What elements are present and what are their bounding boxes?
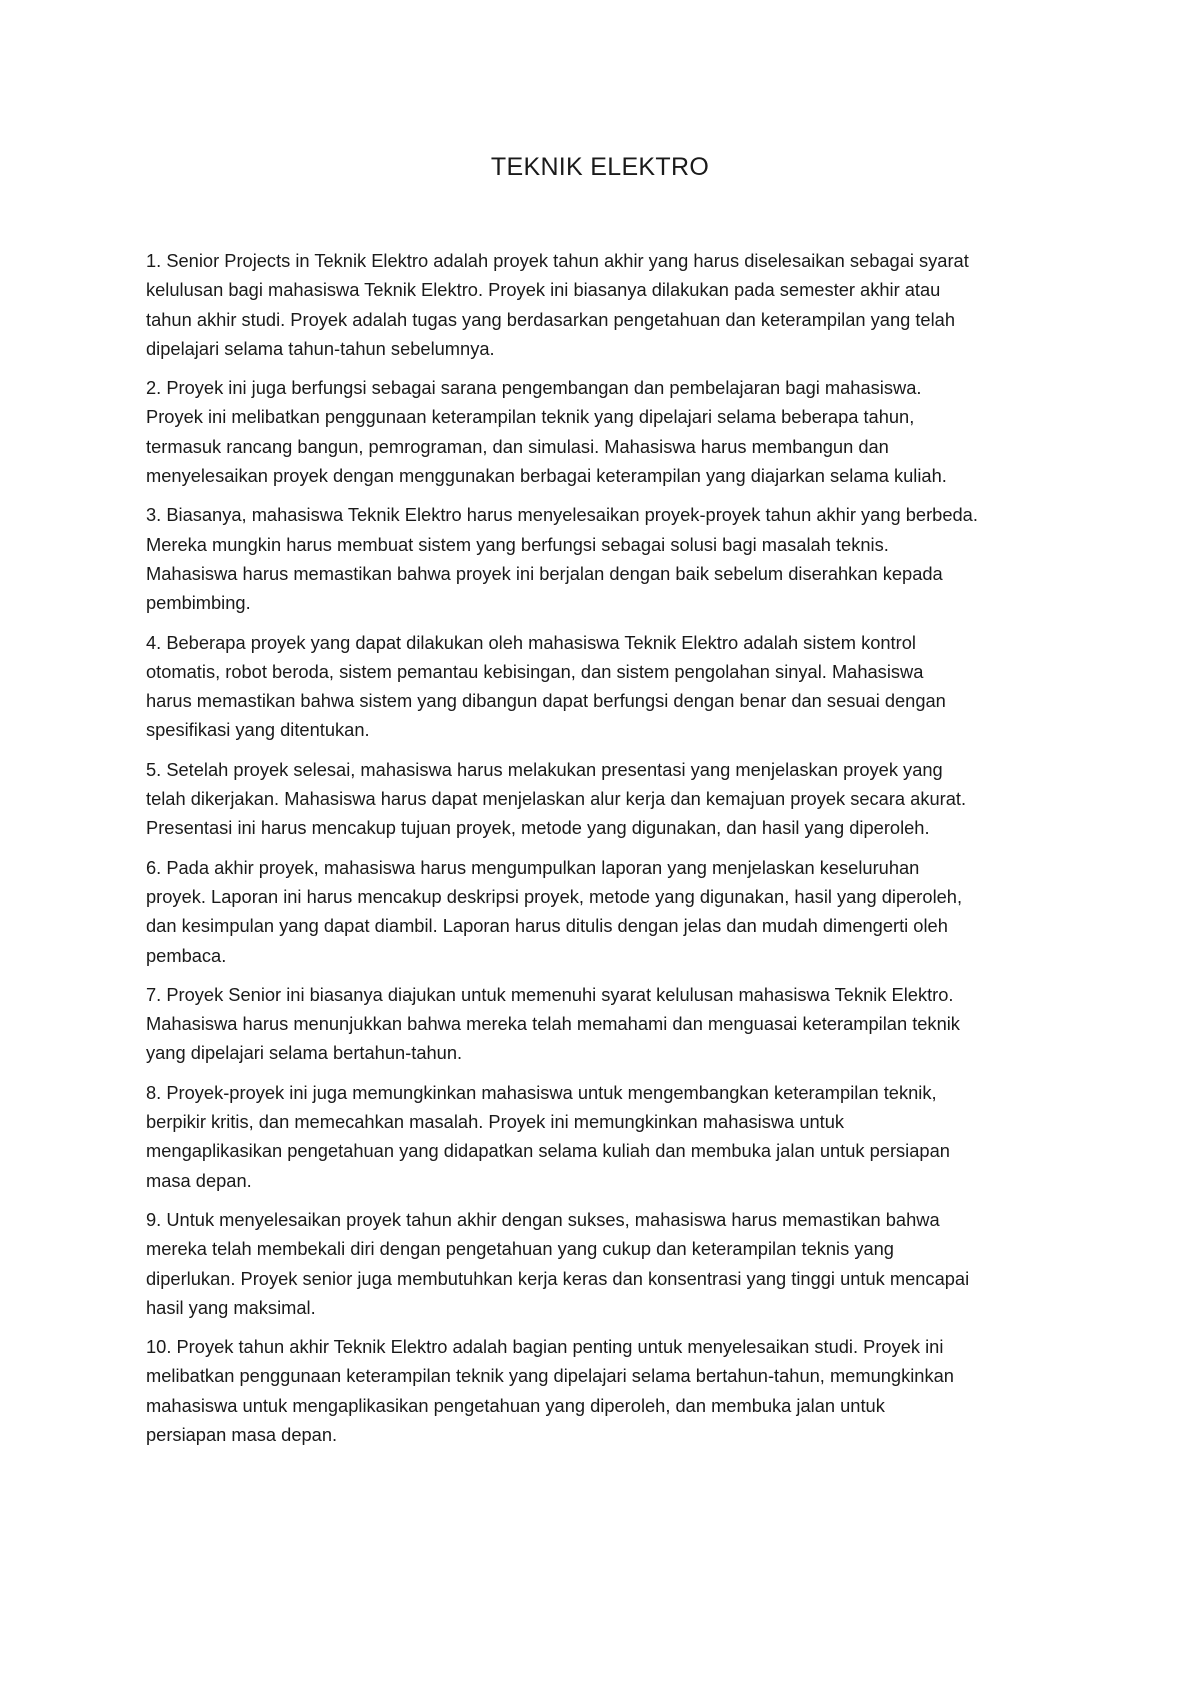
paragraph-line: pembimbing. — [146, 592, 251, 614]
paragraph-line: yang dipelajari selama bertahun-tahun. — [146, 1042, 463, 1064]
paragraph-line: 2. Proyek ini juga berfungsi sebagai sarana pengembangan dan pembelajaran bagi mahasiswa. — [146, 377, 922, 399]
paragraph-line: 3. Biasanya, mahasiswa Teknik Elektro harus menyelesaikan proyek-proyek tahun akhir yang berbeda. — [146, 504, 978, 526]
paragraph-5 — [146, 755, 1066, 843]
paragraph-line: Mereka mungkin harus membuat sistem yang berfungsi sebagai solusi bagi masalah teknis. — [146, 533, 889, 555]
paragraph-line: 5. Setelah proyek selesai, mahasiswa harus melakukan presentasi yang menjelaskan proyek yang — [146, 758, 943, 780]
paragraph-line: diperlukan. Proyek senior juga membutuhkan kerja keras dan konsentrasi yang tinggi untuk mencapai — [146, 1267, 970, 1289]
paragraph-line: Mahasiswa harus menunjukkan bahwa mereka telah memahami dan menguasai keterampilan teknik — [146, 1013, 960, 1035]
paragraph-line: tahun akhir studi. Proyek adalah tugas yang berdasarkan pengetahuan dan keterampilan yang telah — [146, 308, 955, 330]
paragraph-line: kelulusan bagi mahasiswa Teknik Elektro. Proyek ini biasanya dilakukan pada semester akhir atau — [146, 279, 941, 301]
document-title: TEKNIK ELEKTRO — [490, 153, 710, 181]
paragraph-7 — [146, 980, 1066, 1068]
paragraph-8 — [146, 1078, 1066, 1195]
paragraph-10 — [146, 1332, 1066, 1449]
paragraph-line: otomatis, robot beroda, sistem pemantau kebisingan, dan sistem pengolahan sinyal. Mahasiswa — [146, 660, 924, 682]
paragraph-line: termasuk rancang bangun, pemrograman, dan simulasi. Mahasiswa harus membangun dan — [146, 435, 889, 457]
paragraph-line: dan kesimpulan yang dapat diambil. Laporan harus ditulis dengan jelas dan mudah dimengerti oleh — [146, 915, 948, 937]
paragraph-line: hasil yang maksimal. — [146, 1296, 316, 1318]
paragraph-line: 10. Proyek tahun akhir Teknik Elektro adalah bagian penting untuk menyelesaikan studi. Proyek ini — [146, 1336, 944, 1358]
paragraph-1 — [146, 246, 1066, 363]
paragraph-line: harus memastikan bahwa sistem yang dibangun dapat berfungsi dengan benar dan sesuai dengan — [146, 690, 946, 712]
document-body — [146, 246, 1066, 1459]
paragraph-line: proyek. Laporan ini harus mencakup deskripsi proyek, metode yang digunakan, hasil yang diperoleh, — [146, 885, 963, 907]
paragraph-line: 8. Proyek-proyek ini juga memungkinkan mahasiswa untuk mengembangkan keterampilan teknik, — [146, 1081, 937, 1103]
paragraph-line: Proyek ini melibatkan penggunaan keterampilan teknik yang dipelajari selama beberapa tahun, — [146, 406, 915, 428]
paragraph-2 — [146, 373, 1066, 490]
paragraph-line: mereka telah membekali diri dengan pengetahuan yang cukup dan keterampilan teknis yang — [146, 1238, 894, 1260]
paragraph-9 — [146, 1205, 1066, 1322]
paragraph-line: 9. Untuk menyelesaikan proyek tahun akhir dengan sukses, mahasiswa harus memastikan bahwa — [146, 1208, 940, 1230]
paragraph-line: melibatkan penggunaan keterampilan teknik yang dipelajari selama bertahun-tahun, memungkinkan — [146, 1365, 954, 1387]
paragraph-line: mahasiswa untuk mengaplikasikan pengetahuan yang diperoleh, dan membuka jalan untuk — [146, 1394, 885, 1416]
paragraph-6 — [146, 853, 1066, 970]
paragraph-line: mengaplikasikan pengetahuan yang didapatkan selama kuliah dan membuka jalan untuk persiapan — [146, 1140, 950, 1162]
paragraph-line: 6. Pada akhir proyek, mahasiswa harus mengumpulkan laporan yang menjelaskan keseluruhan — [146, 856, 920, 878]
paragraph-line: telah dikerjakan. Mahasiswa harus dapat menjelaskan alur kerja dan kemajuan proyek secara akurat. — [146, 788, 967, 810]
paragraph-line: Presentasi ini harus mencakup tujuan proyek, metode yang digunakan, dan hasil yang diperoleh. — [146, 817, 930, 839]
paragraph-line: persiapan masa depan. — [146, 1423, 338, 1445]
paragraph-4 — [146, 628, 1066, 745]
paragraph-line: spesifikasi yang ditentukan. — [146, 719, 370, 741]
paragraph-line: masa depan. — [146, 1169, 252, 1191]
paragraph-line: pembaca. — [146, 944, 227, 966]
paragraph-3 — [146, 500, 1066, 617]
paragraph-line: 4. Beberapa proyek yang dapat dilakukan oleh mahasiswa Teknik Elektro adalah sistem kontrol — [146, 631, 916, 653]
paragraph-line: menyelesaikan proyek dengan menggunakan berbagai keterampilan yang diajarkan selama kuliah. — [146, 465, 947, 487]
paragraph-line: Mahasiswa harus memastikan bahwa proyek ini berjalan dengan baik sebelum diserahkan kepada — [146, 562, 943, 584]
paragraph-line: 7. Proyek Senior ini biasanya diajukan untuk memenuhi syarat kelulusan mahasiswa Teknik Elektro. — [146, 983, 954, 1005]
paragraph-line: 1. Senior Projects in Teknik Elektro adalah proyek tahun akhir yang harus diselesaikan sebagai syarat — [146, 250, 969, 271]
paragraph-line: dipelajari selama tahun-tahun sebelumnya. — [146, 337, 495, 359]
paragraph-line: berpikir kritis, dan memecahkan masalah. Proyek ini memungkinkan mahasiswa untuk — [146, 1111, 845, 1133]
